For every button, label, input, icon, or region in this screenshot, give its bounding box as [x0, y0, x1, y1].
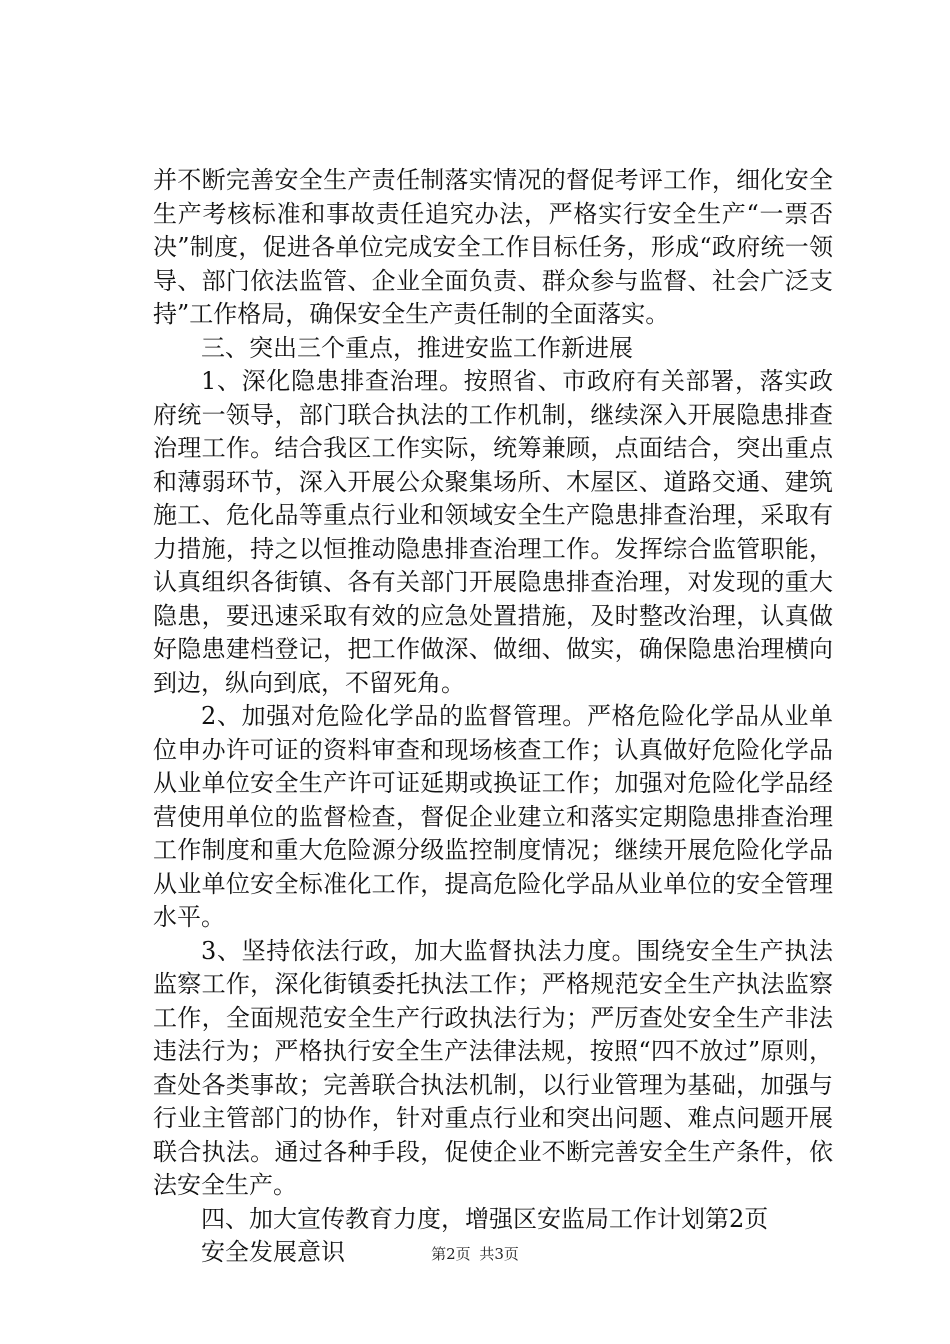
document-body: [153, 164, 833, 1270]
page-number: 第2页: [431, 1245, 471, 1263]
page-footer: [0, 1244, 950, 1264]
paragraph-safety-awareness: 安全发展意识: [201, 1238, 345, 1266]
section-heading-four: 四、加大宣传教育力度，增强区安监局工作计划第2页: [201, 1204, 769, 1233]
paragraph-hazard-inspection: 1、深化隐患排查治理。按照省、市政府有关部署，落实政府统一领导，部门联合执法的工作机制，继续深入开展隐患排查治理工作。结合我区工作实际，统筹兼顾，点面结合，突出重点和薄弱环节，深入开展公众聚集场所、木屋区、道路交通、建筑施工、危化品等重点行业和领域安全生产隐患排查治理，采取有力措施，持之以恒推动隐患排查治理工作。发挥综合监管职能，认真组织各街镇、各有关部门开展隐患排查治理，对发现的重大隐患，要迅速采取有效的应急处置措施，及时整改治理，认真做好隐患建档登记，把工作做深、做细、做实，确保隐患治理横向到边，纵向到底，不留死角。: [153, 367, 833, 697]
section-heading-three: 三、突出三个重点，推进安监工作新进展: [201, 333, 633, 362]
paragraph-continuation: 并不断完善安全生产责任制落实情况的督促考评工作，细化安全生产考核标准和事故责任追究办法，严格实行安全生产“一票否决”制度，促进各单位完成安全工作目标任务，形成“政府统一领导、部门依法监管、企业全面负责、群众参与监督、社会广泛支持”工作格局，确保安全生产责任制的全面落实。: [153, 166, 833, 328]
paragraph-law-enforcement: 3、坚持依法行政，加大监督执法力度。围绕安全生产执法监察工作，深化街镇委托执法工作；严格规范安全生产执法监察工作，全面规范安全生产行政执法行为；严厉查处安全生产非法违法行为；严格执行安全生产法律法规，按照“四不放过”原则，查处各类事故；完善联合执法机制，以行业管理为基础，加强与行业主管部门的协作，针对重点行业和突出问题、难点问题开展联合执法。通过各种手段，促使企业不断完善安全生产条件，依法安全生产。: [153, 936, 833, 1199]
paragraph-hazardous-chemicals: 2、加强对危险化学品的监督管理。严格危险化学品从业单位申办许可证的资料审查和现场核查工作；认真做好危险化学品从业单位安全生产许可证延期或换证工作；加强对危险化学品经营使用单位的监督检查，督促企业建立和落实定期隐患排查治理工作制度和重大危险源分级监控制度情况；继续开展危险化学品从业单位安全标准化工作，提高危险化学品从业单位的安全管理水平。: [153, 702, 833, 931]
page-total: 共3页: [479, 1245, 519, 1263]
